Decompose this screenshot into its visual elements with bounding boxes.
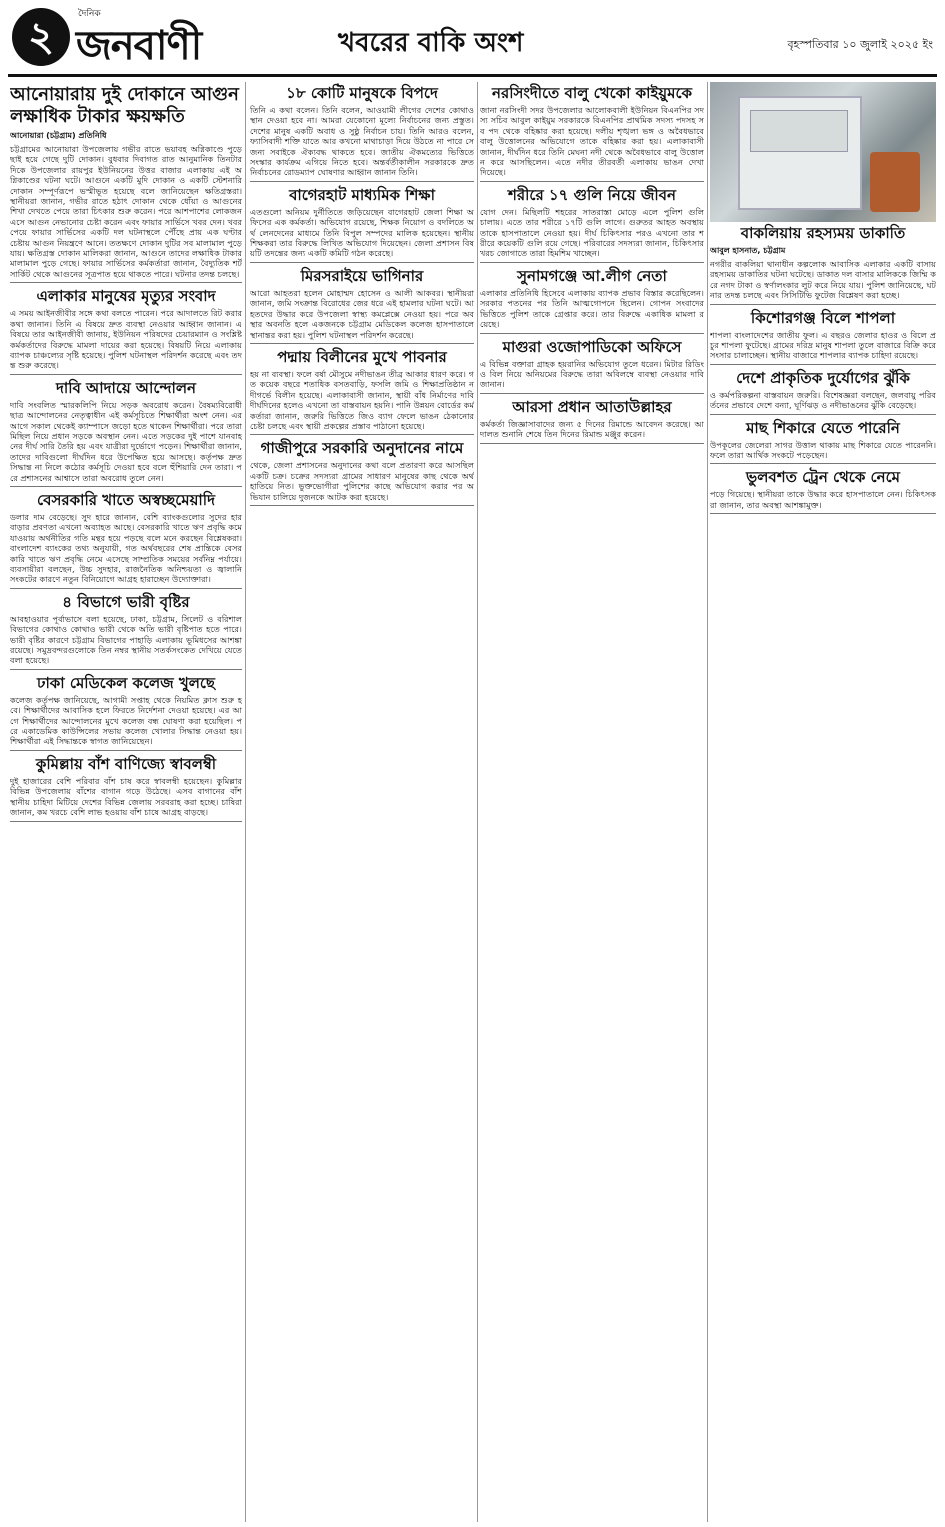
story-headline: বাকলিয়ায় রহস্যময় ডাকাতি — [740, 224, 906, 242]
column-4 — [710, 82, 936, 1522]
story-body: চট্টগ্রামের আনোয়ারা উপজেলায় গভীর রাতে ভয়াবহ অগ্নিকাণ্ডে পুড়ে ছাই হয়ে গেছে দুটি দোকান। বুধবার দিবাগত রাত আনুমানিক তিনটার দিকে উপজেলার রায়পুর ইউনিয়নের উত্তর বাজার এলাকায় এই অগ্নিকাণ্ডের ঘটনা ঘটে। আগুনে একটি মুদি দোকান ও একটি স্টেশনারি দোকান সম্পূর্ণরূপে ভস্মীভূত হয়েছে বলে জানিয়েছেন ক্ষতিগ্রস্তরা। স্থানীয়রা জানান, গভীর রাতে হঠাৎ দোকান থেকে ধোঁয়া ও আগুনের শিখা দেখতে পেয়ে তারা চিৎকার শুরু করেন। পরে আশপাশের লোকজন এসে আগুন নেভানোর চেষ্টা করেন এবং ফায়ার সার্ভিসে খবর দেন। খবর পেয়ে ফায়ার সার্ভিসের একটি দল ঘটনাস্থলে পৌঁছে প্রায় এক ঘণ্টার চেষ্টায় আগুন নিয়ন্ত্রণে আনে। ততক্ষণে দোকান দুটির সব মালামাল পুড়ে যায়। ক্ষতিগ্রস্ত দোকান মালিকরা জানান, আগুনে তাদের লক্ষাধিক টাকার মালামাল পুড়ে গেছে। ফায়ার সার্ভিসের কর্মকর্তারা জানান, বৈদ্যুতিক শর্টসার্কিট থেকে আগুনের সূত্রপাত হয়ে থাকতে পারে। ঘটনার তদন্ত চলছে। — [10, 144, 242, 279]
newspaper-logo: জনবাণী — [76, 22, 202, 69]
story — [710, 419, 936, 465]
story-headline: আরসা প্রধান আতাউল্লাহর — [512, 397, 672, 416]
story — [10, 593, 242, 670]
column-2 — [250, 82, 474, 1522]
story-headline: সুনামগঞ্জে আ.লীগ নেতা — [517, 266, 667, 285]
story — [480, 398, 704, 444]
story-body: দুই হাজারের বেশি পরিবার বাঁশ চাষ করে স্বাবলম্বী হয়েছেন। কুমিল্লার বিভিন্ন উপজেলায় বাঁশের বাগান গড়ে উঠেছে। এসব বাগানের বাঁশ স্থানীয় চাহিদা মিটিয়ে দেশের বিভিন্ন জেলায় সরবরাহ করা হচ্ছে। চাষিরা জানান, কম খরচে বেশি লাভ হওয়ায় বাঁশ চাষে আগ্রহ বাড়ছে। — [10, 775, 242, 818]
story-headline: বেসরকারি খাতে অস্বচ্ছমেয়াদি — [37, 490, 215, 509]
story-headline: ৪ বিভাগে ভারী বৃষ্টির — [62, 592, 190, 611]
story-body: এতগুলো অনিয়ম দুর্নীতিতে জড়িয়েছেন বাগেরহাট জেলা শিক্ষা অফিসের এক কর্মকর্তা। অভিযোগ রয়েছে, শিক্ষক নিয়োগ ও বদলিতে অর্থ লেনদেনের মাধ্যমে তিনি বিপুল সম্পদের মালিক হয়েছেন। স্থানীয় শিক্ষকরা তার বিরুদ্ধে লিখিত অভিযোগ দিয়েছেন। জেলা প্রশাসন বিষয়টি তদন্তের জন্য একটি কমিটি গঠন করেছে। — [250, 206, 474, 259]
section-title: খবরের বাকি অংশ — [338, 28, 524, 58]
story-headline: ঢাকা মেডিকেল কলেজ খুলছে — [36, 673, 216, 692]
story-body: ডলার দাম বেড়েছে। সুদ হারে জানান, বেশি ব্যাংকগুলোর সুদের হার বাড়ার প্রবণতা এখনো অব্যাহত আছে। বেসরকারি খাতে ঋণ প্রবৃদ্ধি কমে যাওয়ায় অর্থনীতির গতি মন্থর হয়ে পড়ছে বলে মনে করছেন বিশ্লেষকরা। বাংলাদেশ ব্যাংকের তথ্য অনুযায়ী, গত অর্থবছরের শেষ প্রান্তিকে বেসরকারি খাতে ঋণ প্রবৃদ্ধি নেমে এসেছে সাম্প্রতিক সময়ের সর্বনিম্ন পর্যায়ে। ব্যবসায়ীরা বলছেন, উচ্চ সুদহার, রাজনৈতিক অনিশ্চয়তা ও জ্বালানি সংকটের কারণে নতুন বিনিয়োগে আগ্রহ হারাচ্ছেন উদ্যোক্তারা। — [10, 511, 242, 585]
story — [480, 84, 704, 182]
story-body: থেকে, জেলা প্রশাসনের অনুদানের কথা বলে প্রতারণা করে আসছিল একটি চক্র। চক্রের সদস্যরা গ্রামের সাধারণ মানুষের কাছ থেকে অর্থ হাতিয়ে নিত। ভুক্তভোগীরা পুলিশের কাছে অভিযোগ করার পর অভিযান চালিয়ে দুজনকে আটক করা হয়েছে। — [250, 460, 474, 502]
daily-label: দৈনিক — [78, 9, 101, 19]
story-body: দাবি সংবলিত স্মারকলিপি নিয়ে সড়ক অবরোধ করেন। বৈষম্যবিরোধী ছাত্র আন্দোলনের নেতৃত্বাধীন এই কর্মসূচিতে শিক্ষার্থীরা অংশ নেন। এর আগে সকাল থেকেই ক্যাম্পাসে জড়ো হতে থাকেন শিক্ষার্থীরা। পরে তারা মিছিল নিয়ে প্রধান সড়কে অবস্থান নেন। এতে সড়কের দুই পাশে যানবাহনের দীর্ঘ সারি তৈরি হয় এবং যাত্রীরা দুর্ভোগে পড়েন। শিক্ষার্থীরা জানান, তাদের দাবিগুলো দীর্ঘদিন ধরে উপেক্ষিত হয়ে আসছে। কর্তৃপক্ষ দ্রুত সিদ্ধান্ত না নিলে কঠোর কর্মসূচি দেওয়া হবে বলে হুঁশিয়ারি দেন তারা। পরে প্রশাসনের আশ্বাসে তারা অবরোধ তুলে নেন। — [10, 399, 242, 483]
masthead-rule — [8, 74, 937, 77]
story-headline: মাগুরা ওজোপাডিকো অফিসে — [502, 337, 682, 356]
story — [10, 379, 242, 487]
story-headline: কিশোরগঞ্জ বিলে শাপলা — [750, 308, 896, 327]
story-headline: গাজীপুরে সরকারি অনুদানের নামে — [260, 439, 464, 458]
news-photo — [710, 82, 936, 222]
column-divider — [707, 82, 708, 1522]
story — [250, 84, 474, 182]
column-divider — [477, 82, 478, 1522]
masthead — [8, 6, 937, 74]
story — [250, 186, 474, 263]
story — [710, 369, 936, 415]
story — [10, 287, 242, 374]
story — [480, 338, 704, 394]
story-headline: কুমিল্লায় বাঁশ বাণিজ্যে স্বাবলম্বী — [35, 754, 217, 773]
story-body: আরো আহতরা হলেন মোহাম্মদ হোসেন ও আলী আকবর। স্থানীয়রা জানান, জমি সংক্রান্ত বিরোধের জের ধরে এই হামলার ঘটনা ঘটে। আহতদের উদ্ধার করে উপজেলা স্বাস্থ্য কমপ্লেক্সে নেওয়া হয়। পরে অবস্থার অবনতি হলে একজনকে চট্টগ্রাম মেডিকেল কলেজ হাসপাতালে স্থানান্তর করা হয়। পুলিশ ঘটনাস্থল পরিদর্শন করেছে। — [250, 287, 474, 340]
story-headline: মাছ শিকারে যেতে পারেনি — [746, 418, 900, 437]
story-body: এ সময় আইনজীবীর সঙ্গে কথা বলতে পারেন। পরে আদালতে রিট করার কথা জানান। তিনি এ বিষয়ে দ্রুত ব্যবস্থা নেওয়ার আহ্বান জানান। এ বিষয়ে তার আইনজীবী জানায়, ইউনিয়ন পরিষদের চেয়ারম্যান ও সংশ্লিষ্ট কর্মকর্তাদের বিরুদ্ধে মামলা দায়ের করা হয়েছে। বিষয়টি নিয়ে এলাকায় ব্যাপক চাঞ্চল্যের সৃষ্টি হয়েছে। পুলিশ ঘটনাস্থল পরিদর্শন করেছে এবং তদন্ত শুরু করেছে। — [10, 308, 242, 371]
story — [710, 224, 936, 305]
refrigerator-image — [738, 96, 862, 210]
story-byline: আবুল হাসনাত, চট্টগ্রাম — [710, 246, 786, 255]
page-number-badge: ২ — [12, 8, 70, 66]
story-headline: নরসিংদীতে বালু খেকো কাইয়ুমকে — [492, 84, 692, 102]
story-headline: এলাকার মানুষের মৃত্যুর সংবাদ — [36, 287, 216, 306]
story-headline: দাবি আদায়ে আন্দোলন — [56, 378, 196, 397]
story — [10, 674, 242, 751]
stool-image — [870, 152, 920, 212]
story-body: কলেজ কর্তৃপক্ষ জানিয়েছে, আগামী সপ্তাহ থেকে নিয়মিত ক্লাস শুরু হবে। শিক্ষার্থীদের আবাসিক হলে ফিরতে নির্দেশনা দেওয়া হয়েছে। এর আগে শিক্ষার্থীদের আন্দোলনের মুখে কলেজ বন্ধ ঘোষণা করা হয়েছিল। পরে একাডেমিক কাউন্সিলের সভায় কলেজ খোলার সিদ্ধান্ত নেওয়া হয়। শিক্ষার্থীরা এই সিদ্ধান্তকে স্বাগত জানিয়েছেন। — [10, 694, 242, 747]
story-body: এলাকার প্রতিনিধি হিসেবে এলাকায় ব্যাপক প্রভাব বিস্তার করেছিলেন। সরকার পতনের পর তিনি আত্মগোপনে ছিলেন। গোপন সংবাদের ভিত্তিতে পুলিশ তাকে গ্রেপ্তার করে। তার বিরুদ্ধে একাধিক মামলা রয়েছে। — [480, 287, 704, 330]
column-divider — [245, 82, 246, 1522]
column-1 — [10, 82, 242, 1522]
story — [250, 348, 474, 435]
story-headline: মিরসরাইয়ে ভাগিনার — [300, 266, 424, 285]
story — [250, 439, 474, 506]
story-headline: ভুলবশত ট্রেন থেকে নেমে — [746, 468, 900, 487]
story — [710, 468, 936, 514]
story-headline: আনোয়ারায় দুই দোকানে আগুন লক্ষাধিক টাকার ক্ষয়ক্ষতি — [10, 84, 239, 127]
story — [10, 755, 242, 822]
story-body: জানা নরসিংদী সদর উপজেলার আলোকবালী ইউনিয়ন বিএনপির সদস্য সচিব আবুল কাইয়ুম সরকারকে বিএনপির প্রাথমিক সদস্য পদসহ সব পদ থেকে বহিষ্কার করা হয়েছে। দলীয় শৃঙ্খলা ভঙ্গ ও অবৈধভাবে বালু উত্তোলনের অভিযোগে তাকে বহিষ্কার করা হয়। এলাকাবাসী জানান, দীর্ঘদিন ধরে তিনি মেঘনা নদী থেকে অবৈধভাবে বালু উত্তোলন করে আসছিলেন। এতে নদীর তীরবর্তী এলাকায় ভাঙন দেখা দিয়েছে। — [480, 105, 704, 178]
story — [480, 267, 704, 334]
story-body: শাপলা বাংলাদেশের জাতীয় ফুল। এ বছরও জেলার হাওর ও বিলে প্রচুর শাপলা ফুটেছে। গ্রামের দরিদ্র মানুষ শাপলা তুলে বাজারে বিক্রি করে সংসার চালাচ্ছেন। স্থানীয় বাজারে শাপলার ব্যাপক চাহিদা রয়েছে। — [710, 329, 936, 361]
story-body: পড়ে গিয়েছে। স্থানীয়রা তাকে উদ্ধার করে হাসপাতালে নেন। চিকিৎসকরা জানান, তার অবস্থা আশঙ্কামুক্ত। — [710, 489, 936, 510]
story-body: তিনি এ কথা বলেন। তিনি বলেন, আওয়ামী লীগের দেশের কোথাও স্থান দেওয়া হবে না। আমরা যেকোনো মূল্যে নির্বাচনের জন্য প্রস্তুত। দেশের মানুষ একটি অবাধ ও সুষ্ঠু নির্বাচন চায়। তিনি আরও বলেন, ফ্যাসিবাদী শক্তি যাতে আর কখনো মাথাচাড়া দিয়ে উঠতে না পারে সে জন্য সবাইকে ঐক্যবদ্ধ থাকতে হবে। জাতীয় ঐকমত্যের ভিত্তিতে সংস্কার কার্যক্রম এগিয়ে নিতে হবে। অন্তর্বর্তীকালীন সরকারকে দ্রুত নির্বাচনের রোডম্যাপ ঘোষণার আহ্বান জানান তিনি। — [250, 105, 474, 178]
story-body: উপকূলের জেলেরা সাগর উত্তাল থাকায় মাছ শিকারে যেতে পারেননি। ফলে তারা আর্থিক সংকটে পড়েছেন। — [710, 439, 936, 461]
story-headline: ১৮ কোটি মানুষকে বিপদে — [286, 84, 438, 102]
story-byline: আনোয়ারা (চট্টগ্রাম) প্রতিনিধি — [10, 131, 107, 140]
story — [710, 309, 936, 365]
story — [10, 491, 242, 589]
story-body: ও কর্মপরিকল্পনা বাস্তবায়ন জরুরি। বিশেষজ্ঞরা বলছেন, জলবায়ু পরিবর্তনের প্রভাবে দেশে বন্যা, ঘূর্ণিঝড় ও নদীভাঙনের ঝুঁকি বেড়েছে। — [710, 389, 936, 411]
story-headline: পদ্মায় বিলীনের মুখে পাবনার — [277, 347, 447, 366]
story-headline: বাগেরহাট মাধ্যমিক শিক্ষা — [289, 185, 435, 204]
story-body: হয় না ব্যবস্থা। ফলে বর্ষা মৌসুমে নদীভাঙন তীব্র আকার ধারণ করে। গত কয়েক বছরে শতাধিক বসতবাড়ি, ফসলি জমি ও শিক্ষাপ্রতিষ্ঠান নদীগর্ভে বিলীন হয়েছে। এলাকাবাসী জানান, স্থায়ী বাঁধ নির্মাণের দাবি দীর্ঘদিনের হলেও এখনো তা বাস্তবায়ন হয়নি। পানি উন্নয়ন বোর্ডের কর্মকর্তারা জানান, জরুরি ভিত্তিতে জিও ব্যাগ ফেলে ভাঙন ঠেকানোর চেষ্টা চলছে এবং স্থায়ী প্রকল্পের প্রস্তাব পাঠানো হয়েছে। — [250, 368, 474, 431]
story-headline: দেশে প্রাকৃতিক দুর্যোগের ঝুঁকি — [736, 368, 910, 387]
story-body: কর্মকর্তা জিজ্ঞাসাবাদের জন্য ৫ দিনের রিমান্ডে আবেদন করেছে। আদালত শুনানি শেষে তিন দিনের রিমান্ড মঞ্জুর করেন। — [480, 418, 704, 440]
story-headline: শরীরে ১৭ গুলি নিয়ে জীবন — [508, 185, 676, 204]
story-body: এ বিভিন্ন বক্তারা গ্রাহক হয়রানির অভিযোগ তুলে ধরেন। মিটার রিডিং ও বিল নিয়ে অনিয়মের বিরুদ্ধে তারা অবিলম্বে ব্যবস্থা নেওয়ার দাবি জানান। — [480, 358, 704, 390]
story-body: যোগ দেন। মিছিলটি শহরের সাতরাস্তা মোড়ে এলে পুলিশ গুলি চালায়। এতে তার শরীরে ১৭টি গুলি লাগে। গুরুতর আহত অবস্থায় তাকে হাসপাতালে নেওয়া হয়। দীর্ঘ চিকিৎসার পরও এখনো তার শরীরে কয়েকটি গুলি রয়ে গেছে। পরিবারের সদস্যরা জানান, চিকিৎসার খরচ জোগাতে তারা হিমশিম খাচ্ছেন। — [480, 206, 704, 259]
story — [480, 186, 704, 263]
story-body: আবহাওয়ার পূর্বাভাসে বলা হয়েছে, ঢাকা, চট্টগ্রাম, সিলেট ও বরিশাল বিভাগের কোথাও কোথাও ভারী থেকে অতি ভারী বৃষ্টিপাত হতে পারে। ভারী বৃষ্টির কারণে চট্টগ্রাম বিভাগের পাহাড়ি এলাকায় ভূমিধসের আশঙ্কা রয়েছে। সমুদ্রবন্দরগুলোকে তিন নম্বর স্থানীয় সতর্কসংকেত দেখিয়ে যেতে বলা হয়েছে। — [10, 613, 242, 666]
issue-date: বৃহস্পতিবার ১০ জুলাই ২০২৫ ইং — [787, 38, 933, 51]
story-body: নগরীর বাকলিয়া থানাধীন কল্পলোক আবাসিক এলাকার একটি বাসায় রহস্যময় ডাকাতির ঘটনা ঘটেছে। ডাকাত দল বাসার মালিককে জিম্মি করে নগদ টাকা ও স্বর্ণালংকার লুট করে নিয়ে যায়। পুলিশ জানিয়েছে, ঘটনার তদন্ত চলছে এবং সিসিটিভি ফুটেজ বিশ্লেষণ করা হচ্ছে। — [710, 259, 936, 301]
story — [10, 84, 242, 283]
column-3 — [480, 82, 704, 1522]
story — [250, 267, 474, 344]
